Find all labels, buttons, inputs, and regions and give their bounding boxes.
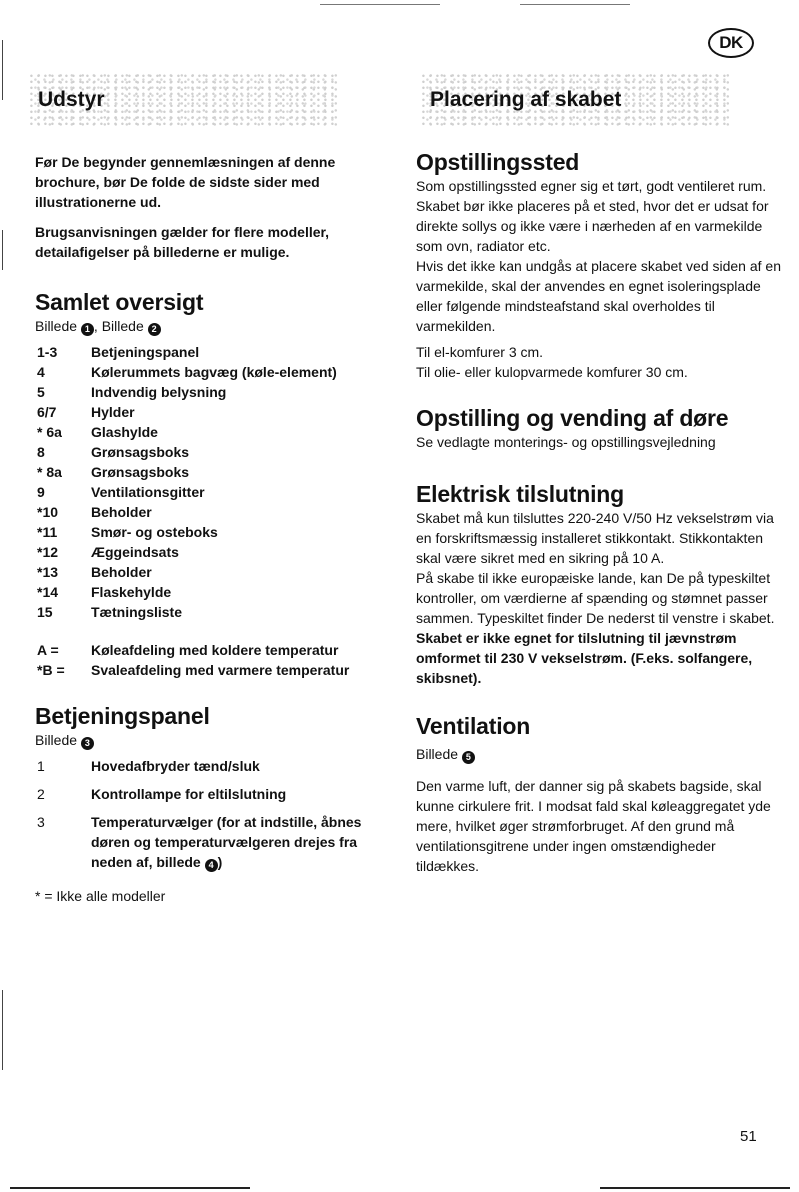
figure-reference: Billede 5 <box>416 744 781 764</box>
country-badge: DK <box>708 28 754 58</box>
heading-placement: Opstillingssted <box>416 149 580 175</box>
list-item: A = Køleafdeling med koldere temperatur <box>37 642 339 658</box>
warning-paragraph: Skabet er ikke egnet for tilslutning til jævnstrøm omformet til 230 V vekselstrøm. (F.eks. solfangere, skibsnet). <box>416 630 753 686</box>
page-number: 51 <box>740 1128 757 1145</box>
section-banner-udstyr <box>30 74 338 126</box>
heading-control-panel: Betjeningspanel <box>35 703 210 729</box>
list-item: 1-3 Betjeningspanel <box>37 344 200 360</box>
list-item: * 8a Grønsagsboks <box>37 464 190 480</box>
top-rule <box>520 4 630 5</box>
overview-list <box>35 342 385 622</box>
heading-electric: Elektrisk tilslutning <box>416 481 624 507</box>
list-item: 15 Tætningsliste <box>37 604 183 620</box>
figure-number-badge: 5 <box>462 751 475 764</box>
margin-tick <box>2 990 3 1070</box>
heading-ventilation: Ventilation <box>416 713 531 739</box>
figure-reference: Billede 3 <box>35 730 385 750</box>
intro-paragraph: Før De begynder gennemlæsningen af denne brochure, bør De folde de sidste sider med illustrationerne ud. <box>35 154 336 210</box>
figure-number-badge: 3 <box>81 737 94 750</box>
paragraph: Se vedlagte monterings- og opstillingsvejledning <box>416 434 716 450</box>
right-column <box>416 148 781 876</box>
list-item: * 6a Glashylde <box>37 424 158 440</box>
paragraph: Skabet må kun tilsluttes 220-240 V/50 Hz vekselstrøm via en forskriftsmæssig installeret stikkontakt. Stikkontakten skal være sikret med en sikring på 10 A. <box>416 510 774 566</box>
bottom-rule <box>600 1187 790 1189</box>
margin-tick <box>2 40 3 100</box>
paragraph: Som opstillingssted egner sig et tørt, godt ventileret rum. Skabet bør ikke placeres på et sted, hvor det er udsat for direkte sollys og ikke være i nærheden af en varmekilde som ovn, radiator etc. <box>416 178 769 254</box>
figure-number-badge: 4 <box>205 859 218 872</box>
list-item: 1 Hovedafbryder tænd/sluk <box>37 758 260 774</box>
list-item: 9 Ventilationsgitter <box>37 484 205 500</box>
intro-paragraph: Brugsanvisningen gælder for flere modeller, detailafigelser på billederne er mulige. <box>35 224 330 260</box>
list-item: *B = Svaleafdeling med varmere temperatur <box>37 662 350 678</box>
list-item: *10 Beholder <box>37 504 152 520</box>
list-item: 4 Kølerummets bagvæg (køle-element) <box>37 364 337 380</box>
paragraph: Til el-komfurer 3 cm. <box>416 344 544 360</box>
paragraph: Hvis det ikke kan undgås at placere skabet ved siden af en varmekilde, skal der anvendes en egnet isoleringsplade eller følgende mindsteafstand skal overholdes til varmekilden. <box>416 258 781 334</box>
list-item: 5 Indvendig belysning <box>37 384 227 400</box>
list-item: *12 Æggeindsats <box>37 544 179 560</box>
bottom-rule <box>10 1187 250 1189</box>
list-item: *13 Beholder <box>37 564 152 580</box>
figure-number-badge: 2 <box>148 323 161 336</box>
zone-list <box>35 640 385 680</box>
paragraph: Til olie- eller kulopvarmede komfurer 30 cm. <box>416 364 688 380</box>
list-item: *11 Smør- og osteboks <box>37 524 218 540</box>
section-banner-placering <box>422 74 730 126</box>
top-rule <box>320 4 440 5</box>
figure-reference: Billede 1 , Billede 2 <box>35 316 385 336</box>
list-item: *14 Flaskehylde <box>37 584 172 600</box>
heading-overview: Samlet oversigt <box>35 289 204 315</box>
figure-number-badge: 1 <box>81 323 94 336</box>
heading-doors: Opstilling og vending af døre <box>416 405 729 431</box>
footnote: * = Ikke alle modeller <box>35 888 166 904</box>
section-banner-title: Udstyr <box>38 88 105 111</box>
list-item: 8 Grønsagsboks <box>37 444 190 460</box>
margin-tick <box>2 230 3 270</box>
left-column <box>35 152 385 906</box>
paragraph: Den varme luft, der danner sig på skabets bagside, skal kunne cirkulere frit. I modsat fald skal køleaggregatet yde mere, hvilket øger strømforbruget. Af den grund må ventilationsgitrene under ingen omstændigheder tildækkes. <box>416 778 771 874</box>
list-item: 2 Kontrollampe for eltilslutning <box>37 786 287 802</box>
list-item: 6/7 Hylder <box>37 404 135 420</box>
list-item: 3 Temperaturvælger (for at indstille, åbnes døren og temperaturvælgeren drejes fra neden af, billede 4 ) <box>37 814 362 870</box>
control-panel-list <box>35 756 385 872</box>
section-banner-title: Placering af skabet <box>430 88 622 111</box>
paragraph: På skabe til ikke europæiske lande, kan De på typeskiltet kontroller, om værdierne af spænding og stømnet passer sammen. Typeskiltet finder De nederst til venstre i skabet. <box>416 570 775 626</box>
